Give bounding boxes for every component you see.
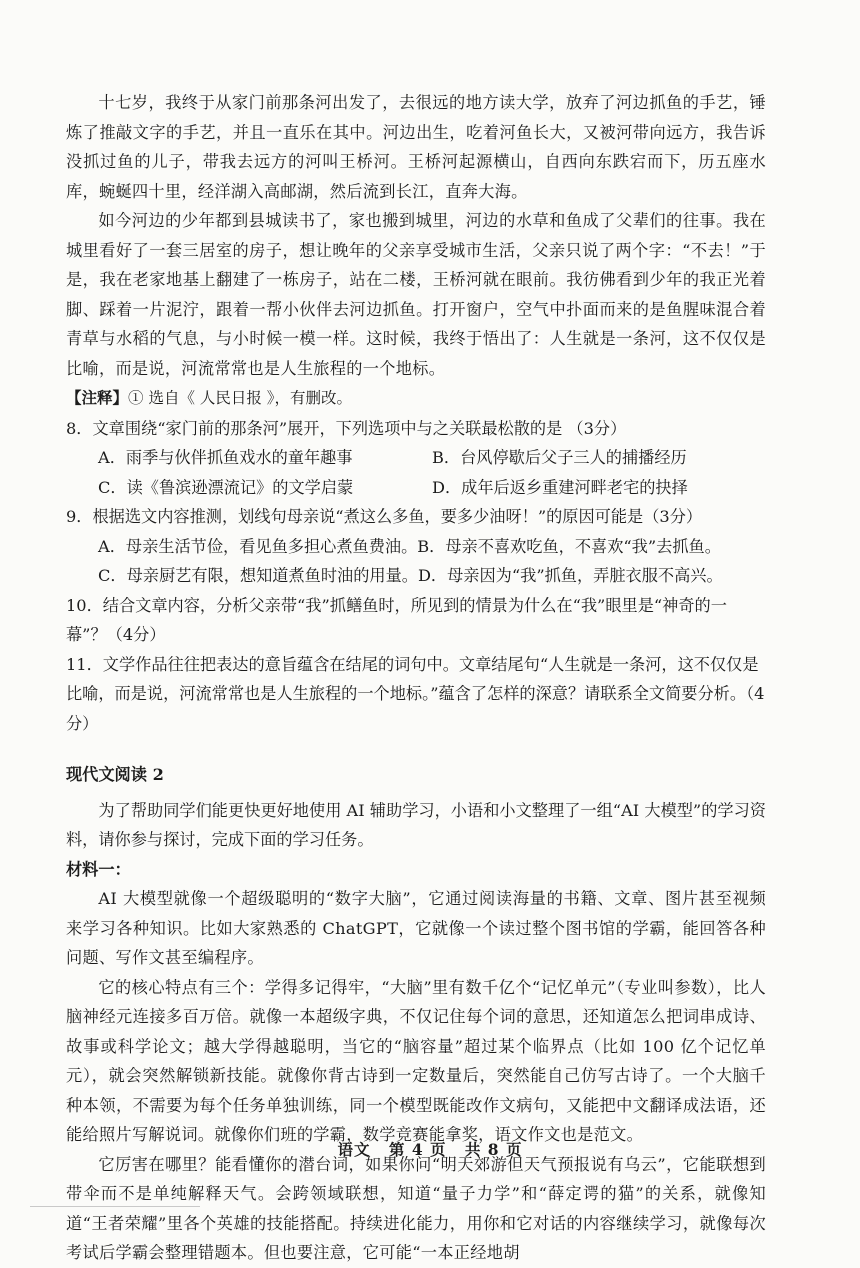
option-c: C．读《鲁滨逊漂流记》的文学启蒙 (98, 477, 354, 497)
annotation-text: ① 选自《 人民日报 》，有删改。 (128, 389, 353, 407)
question-9 (66, 502, 766, 591)
question-stem: 8．文章围绕“家门前的那条河”展开，下列选项中与之关联最松散的是 （3分） (66, 418, 627, 438)
option-line-cd: C．母亲厨艺有限，想知道煮鱼时油的用量。D．母亲因为“我”抓鱼，弄脏衣服不高兴。 (98, 566, 723, 585)
page-footer (0, 1138, 860, 1160)
section-title: 现代文阅读 2 (66, 765, 164, 784)
footer-subject: 语文 (337, 1140, 371, 1159)
option-line-ab: A．母亲生活节俭，看见鱼多担心煮鱼费油。B．母亲不喜欢吃鱼，不喜欢“我”去抓鱼。 (98, 536, 721, 556)
footer-page-number: 第 4 页 (388, 1140, 447, 1159)
material-label: 材料一： (66, 859, 131, 879)
story-paragraph: 十七岁，我终于从家门前那条河出发了，去很远的地方读大学，放弃了河边抓鱼的手艺，锤炼了推敲文字的手艺，并且一直乐在其中。河边出生，吃着河鱼长大，又被河带向远方，我告诉没抓过鱼的儿子，带我去远方的河叫王桥河。王桥河起源横山，自西向东跌宕而下，历五座水库，蜿蜒四十里，经洋湖入高邮湖，然后流到长江，直奔大海。 (66, 93, 766, 201)
annotation-note (66, 383, 766, 414)
option-row (66, 473, 766, 503)
exam-page-body (66, 88, 766, 1268)
section-intro: 为了帮助同学们能更快更好地使用 AI 辅助学习，小语和小文整理了一组“AI 大模型”的学习资料，请你参与探讨，完成下面的学习任务。 (66, 800, 766, 849)
option-b: B．台风停歇后父子三人的捕播经历 (432, 448, 687, 467)
question-stem: 11．文学作品往往把表达的意旨蕴含在结尾的词句中。文章结尾句“人生就是一条河，这不仅仅是比喻，而是说，河流常常也是人生旅程的一个地标。”蕴含了怎样的深意？请联系全文简要分析。（4分） (66, 654, 765, 733)
question-stem: 9．根据选文内容推测，划线句母亲说“煮这么多鱼，要多少油呀！”的原因可能是（3分） (66, 507, 703, 526)
option-d: D．成年后返乡重建河畔老宅的抉择 (432, 477, 688, 497)
footer-total-pages: 共 8 页 (464, 1140, 523, 1159)
question-11 (66, 650, 766, 739)
question-8 (66, 414, 766, 503)
annotation-tag: 【注释】 (66, 388, 129, 407)
option-row (66, 443, 766, 473)
story-paragraph: 如今河边的少年都到县城读书了，家也搬到城里，河边的水草和鱼成了父辈们的往事。我在城里看好了一套三居室的房子，想让晚年的父亲享受城市生活，父亲只说了两个字：“不去！”于是，我在老家地基上翻建了一栋房子，站在二楼，王桥河就在眼前。我彷佛看到少年的我正光着脚、踩着一片泥泞，跟着一帮小伙伴去河边抓鱼。打开窗户，空气中扑面而来的是鱼腥味混合着青草与水稻的气息，与小时候一模一样。这时候，我终于悟出了：人生就是一条河，这不仅仅是比喻，而是说，河流常常也是人生旅程的一个地标。 (66, 211, 766, 378)
question-10 (66, 591, 766, 650)
question-stem: 10．结合文章内容，分析父亲带“我”抓鳝鱼时，所见到的情景为什么在“我”眼里是“神奇的一幕”？（4分） (66, 595, 727, 644)
material-paragraph: 它厉害在哪里？能看懂你的潜台词，如果你问“明天郊游但天气预报说有乌云”，它能联想到带伞而不是单纯解释天气。会跨领域联想，知道“量子力学”和“薛定谔的猫”的关系，就像知道“王者荣耀”里各个英雄的技能搭配。持续进化能力，用你和它对话的内容继续学习，就像每次考试后学霸会整理错题本。但也要注意，它可能“一本正经地胡 (66, 1154, 766, 1262)
option-a: A．雨季与伙伴抓鱼戏水的童年趣事 (98, 448, 353, 467)
material-paragraph: 它的核心特点有三个：学得多记得牢，“大脑”里有数千亿个“记忆单元”（专业叫参数），比人脑神经元连接多百万倍。就像一本超级字典，不仅记住每个词的意思，还知道怎么把词串成诗、故事或科学论文；越大学得越聪明，当它的“脑容量”超过某个临界点（比如 100 亿个记忆单元），就会突然解锁新技能。就像你背古诗到一定数量后，突然能自己仿写古诗了。一个大脑千种本领，不需要为每个任务单独训练，同一个模型既能改作文病句，又能把中文翻译成法语，还能给照片写解说词。就像你们班的学霸，数学竞赛能拿奖，语文作文也是范文。 (66, 977, 766, 1144)
scan-edge-line (30, 1206, 200, 1207)
material-paragraph: AI 大模型就像一个超级聪明的“数字大脑”，它通过阅读海量的书籍、文章、图片甚至视频来学习各种知识。比如大家熟悉的 ChatGPT，它就像一个读过整个图书馆的学霸，能回答各种问题、写作文甚至编程序。 (66, 889, 766, 967)
